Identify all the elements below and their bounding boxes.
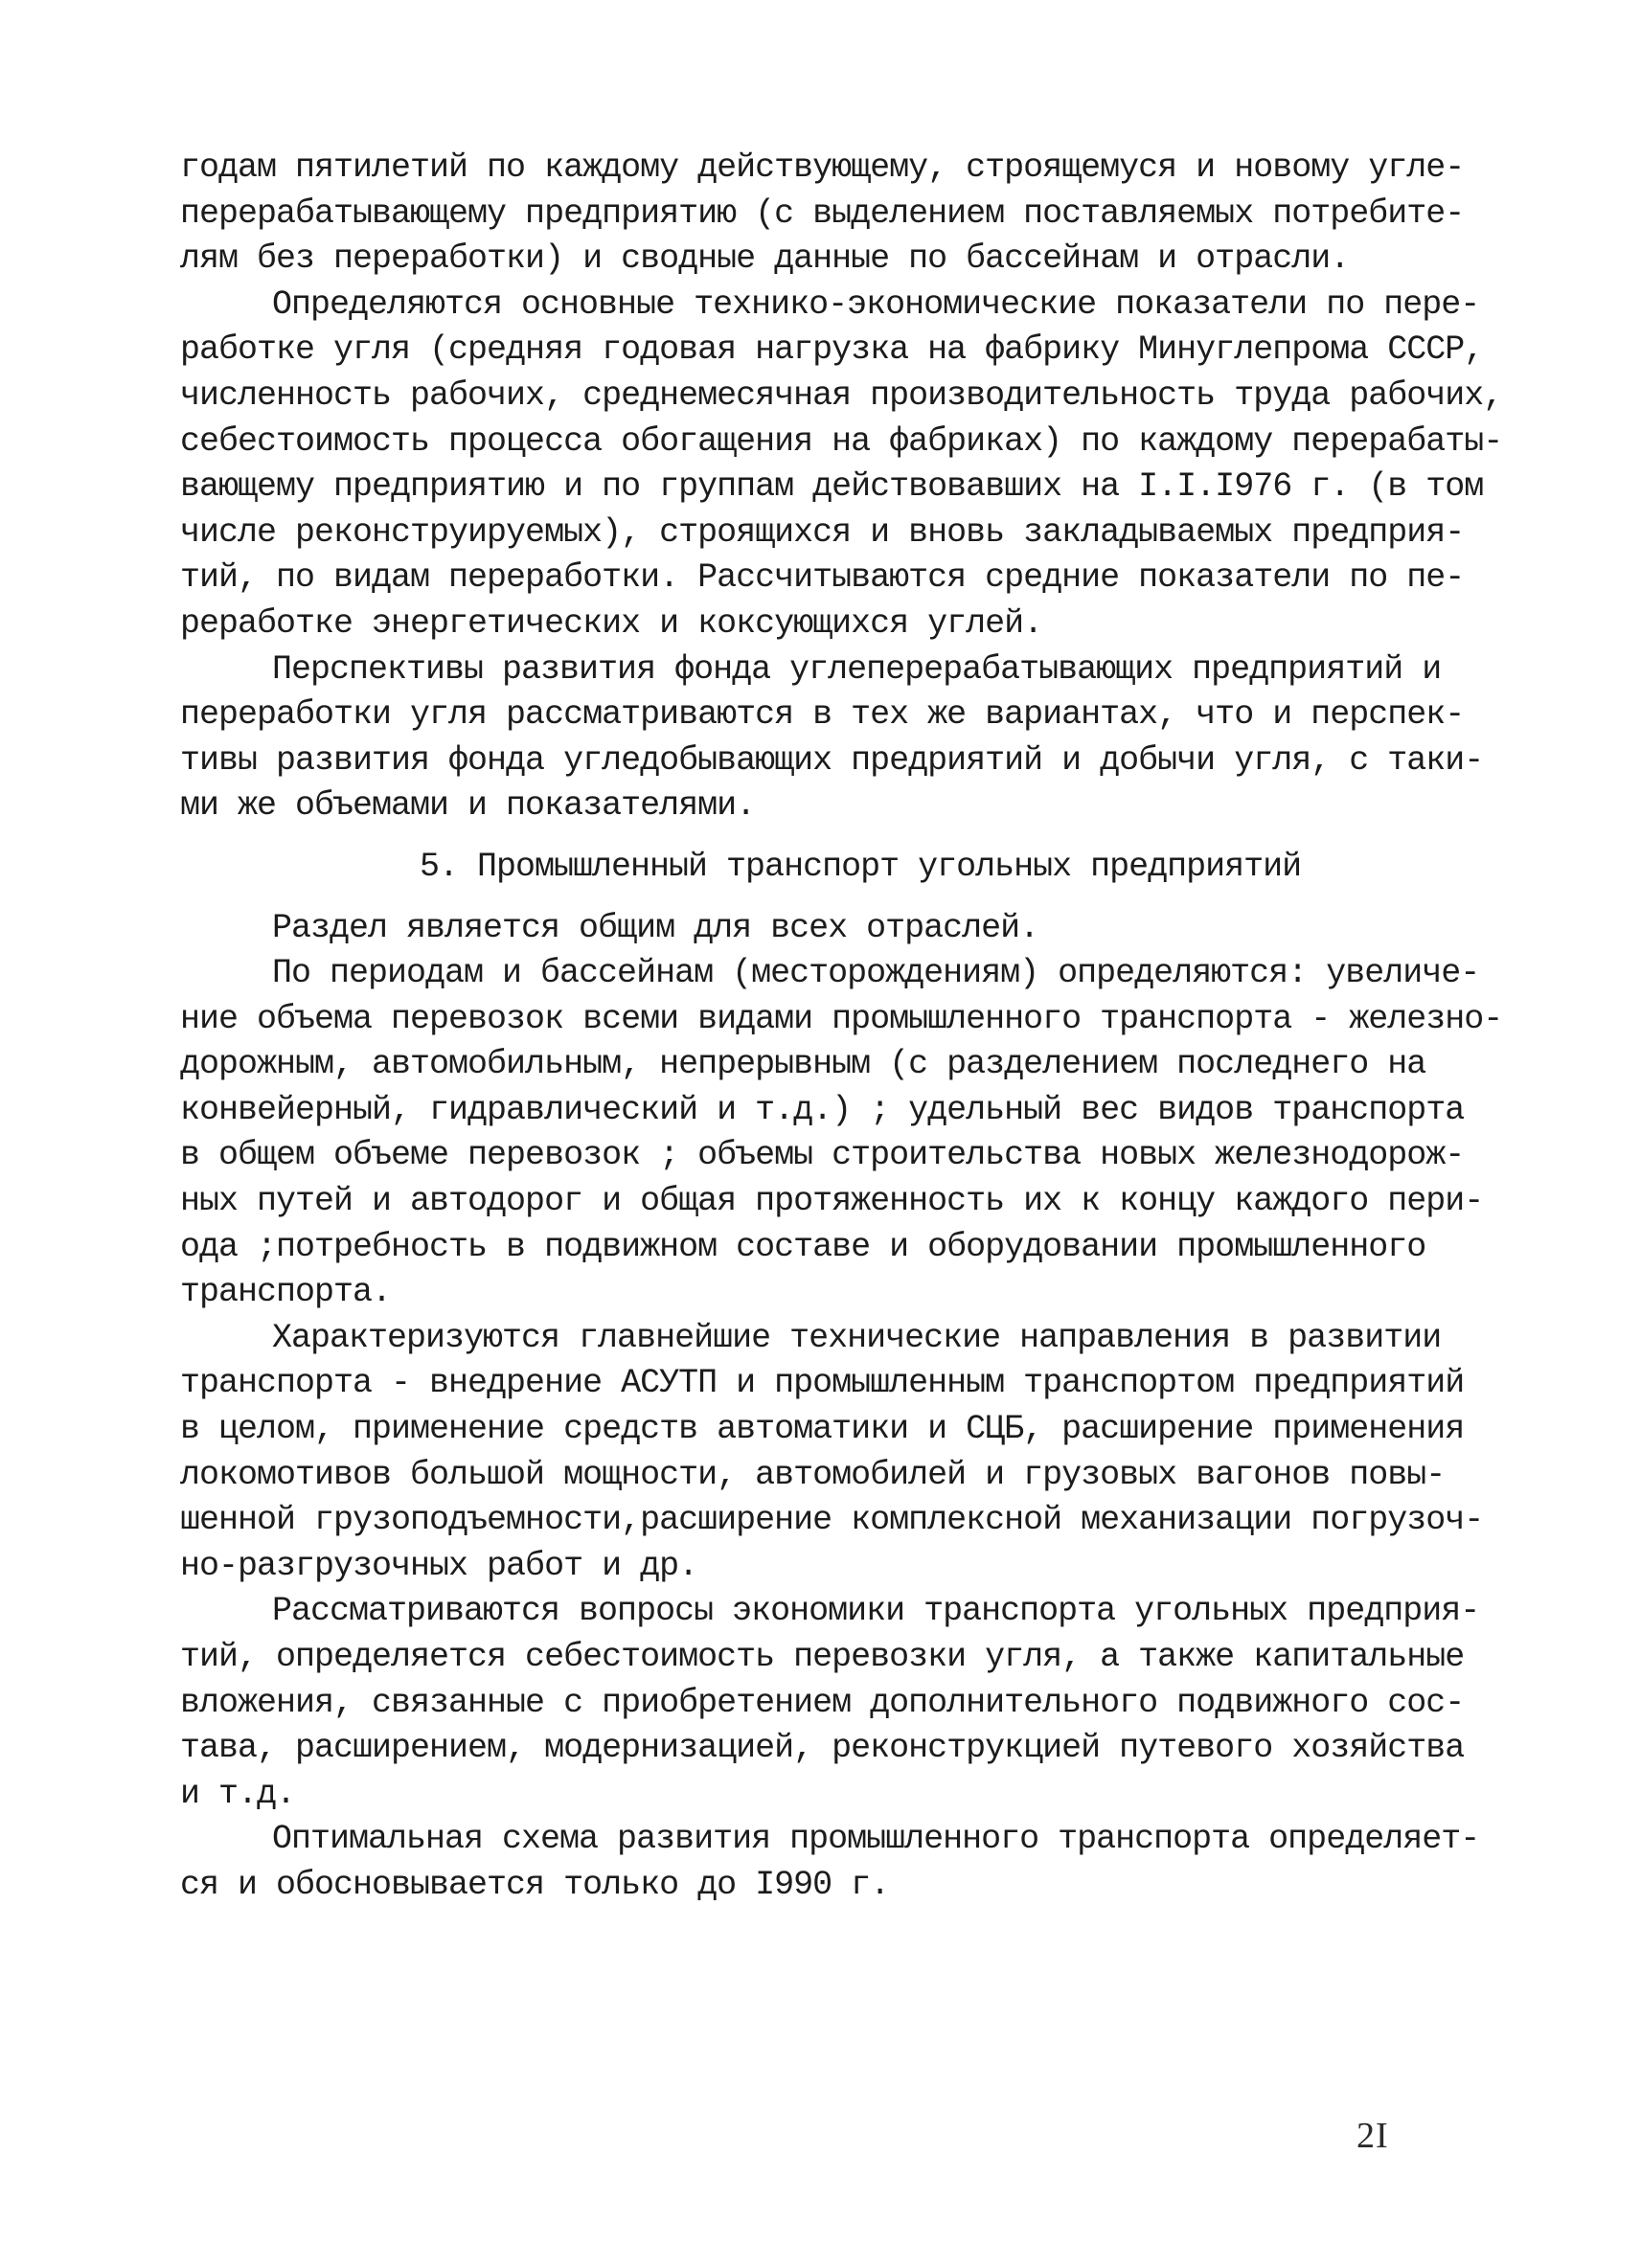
text-line: локомотивов большой мощности, автомобилей и грузовых вагонов повы- bbox=[180, 1455, 1446, 1494]
text-line: работке угля (средняя годовая нагрузка на фабрику Минуглепрома СССР, bbox=[180, 330, 1484, 370]
text-line: реработке энергетических и коксующихся углей. bbox=[180, 603, 1043, 643]
text-line: лям без переработки) и сводные данные по бассейнам и отрасли. bbox=[180, 239, 1350, 279]
text-line: шенной грузоподъемности,расширение комплексной механизации погрузоч- bbox=[180, 1501, 1484, 1540]
paragraph-first-line: Перспективы развития фонда углеперерабатывающих предприятий и bbox=[272, 649, 1442, 689]
text-line: тий, по видам переработки. Рассчитываются средние показатели по пе- bbox=[180, 558, 1465, 598]
text-line: дорожным, автомобильным, непрерывным (с разделением последнего на bbox=[180, 1045, 1426, 1084]
paragraph-first-line: Характеризуются главнейшие технические направления в развитии bbox=[272, 1318, 1442, 1357]
text-line: ся и обосновывается только до I990 г. bbox=[180, 1865, 890, 1904]
text-line: в общем объеме перевозок ; объемы строительства новых железнодорож- bbox=[180, 1136, 1465, 1175]
text-line: ние объема перевозок всеми видами промышленного транспорта - железно- bbox=[180, 999, 1503, 1038]
text-line: транспорта. bbox=[180, 1273, 392, 1312]
paragraph-first-line: Оптимальная схема развития промышленного транспорта определяет- bbox=[272, 1820, 1480, 1859]
section-heading: 5. Промышленный транспорт угольных предприятий bbox=[420, 847, 1302, 886]
text-line: в целом, применение средств автоматики и СЦБ, расширение применения bbox=[180, 1410, 1465, 1449]
text-line: переработки угля рассматриваются в тех же вариантах, что и перспек- bbox=[180, 695, 1465, 735]
text-line: вложения, связанные с приобретением дополнительного подвижного сос- bbox=[180, 1683, 1465, 1722]
text-line: но-разгрузочных работ и др. bbox=[180, 1546, 698, 1585]
text-line: себестоимость процесса обогащения на фабриках) по каждому перерабаты- bbox=[180, 421, 1503, 461]
paragraph-first-line: По периодам и бассейнам (месторождениям) определяются: увеличе- bbox=[272, 954, 1480, 993]
body-text bbox=[180, 146, 1503, 1909]
text-line: транспорта - внедрение АСУТП и промышленным транспортом предприятий bbox=[180, 1364, 1465, 1403]
text-line: ода ;потребность в подвижном составе и оборудовании промышленного bbox=[180, 1227, 1426, 1266]
paragraph-first-line: Рассматриваются вопросы экономики транспорта угольных предприя- bbox=[272, 1592, 1480, 1631]
text-line: тивы развития фонда угледобывающих предриятий и добычи угля, с таки- bbox=[180, 740, 1484, 780]
text-line: числе реконструируемых), строящихся и вновь закладываемых предприя- bbox=[180, 512, 1465, 552]
text-line: ми же объемами и показателями. bbox=[180, 786, 756, 826]
text-line: перерабатывающему предприятию (с выделением поставляемых потребите- bbox=[180, 193, 1465, 233]
text-line: годам пятилетий по каждому действующему, строящемуся и новому угле- bbox=[180, 148, 1465, 187]
page-number: 2I bbox=[1356, 2116, 1389, 2156]
text-line: тий, определяется себестоимость перевозки угля, а также капитальные bbox=[180, 1638, 1465, 1676]
text-line: ных путей и автодорог и общая протяженность их к концу каждого пери- bbox=[180, 1182, 1484, 1221]
text-line: численность рабочих, среднемесячная производительность труда рабочих, bbox=[180, 375, 1503, 415]
text-line: вающему предприятию и по группам действовавших на I.I.I976 г. (в том bbox=[180, 467, 1484, 507]
text-line: тава, расширением, модернизацией, реконструкцией путевого хозяйства bbox=[180, 1729, 1465, 1768]
text-line: и т.д. bbox=[180, 1774, 296, 1813]
paragraph-first-line: Раздел является общим для всех отраслей. bbox=[272, 908, 1039, 947]
text-line: конвейерный, гидравлический и т.д.) ; удельный вес видов транспорта bbox=[180, 1090, 1465, 1129]
paragraph-first-line: Определяются основные технико-экономические показатели по пере- bbox=[272, 284, 1480, 324]
